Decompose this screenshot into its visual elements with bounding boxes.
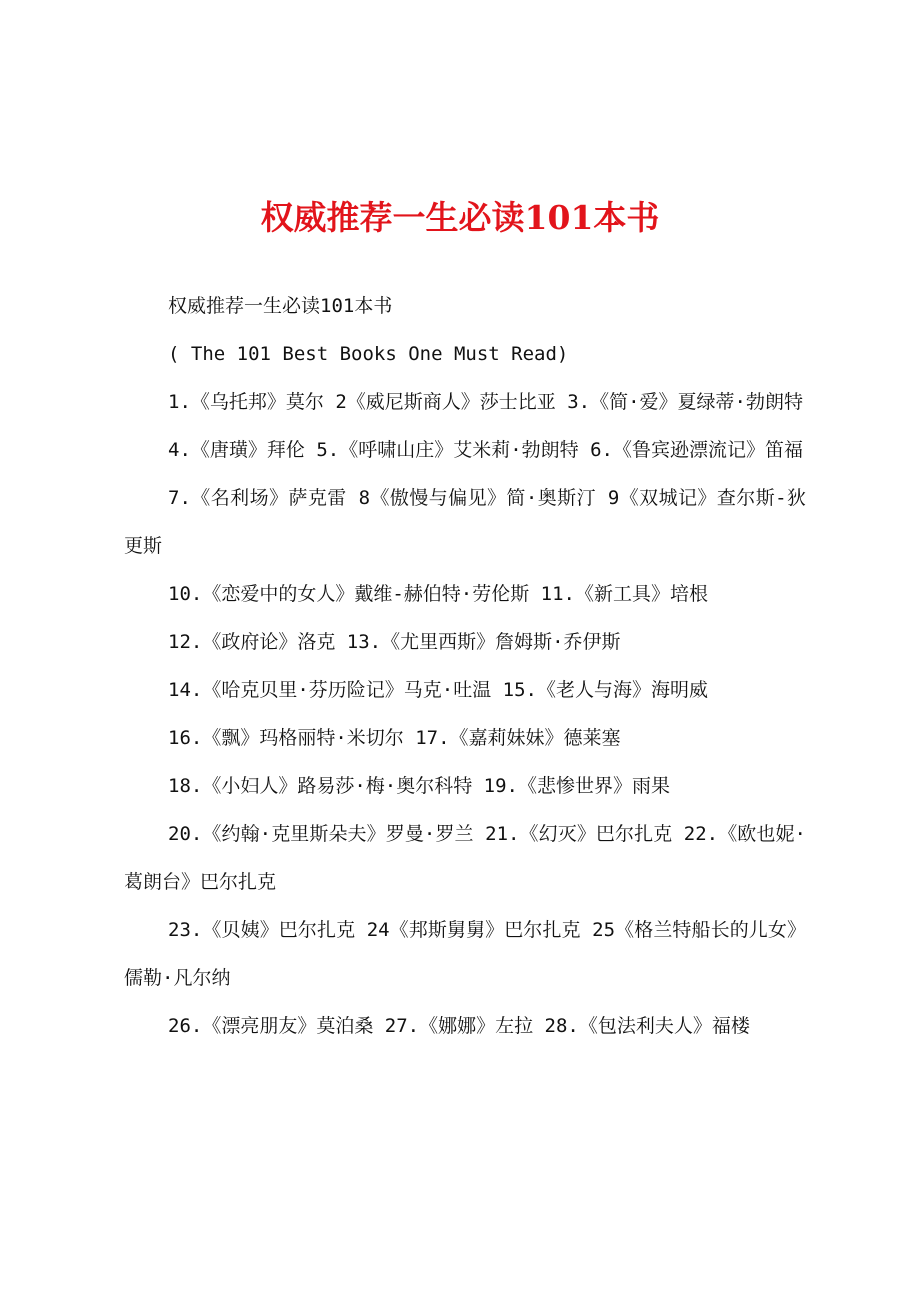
paragraph-book-list: 1.《乌托邦》莫尔 2《威尼斯商人》莎士比亚 3.《简·爱》夏绿蒂·勃朗特 bbox=[168, 391, 803, 413]
paragraph-book-list: 10.《恋爱中的女人》戴维-赫伯特·劳伦斯 11.《新工具》培根 bbox=[168, 583, 708, 605]
paragraph-book-list: 7.《名利场》萨克雷 8《傲慢与偏见》简·奥斯汀 9《双城记》查尔斯-狄更斯 bbox=[124, 487, 806, 557]
paragraph-book-list: 18.《小妇人》路易莎·梅·奥尔科特 19.《悲惨世界》雨果 bbox=[168, 775, 670, 797]
paragraph-book-list: 20.《约翰·克里斯朵夫》罗曼·罗兰 21.《幻灭》巴尔扎克 22.《欧也妮·葛朗台》巴尔扎克 bbox=[124, 823, 806, 893]
paragraph-heading: 权威推荐一生必读101本书 bbox=[168, 295, 393, 317]
document-body bbox=[124, 282, 806, 1050]
paragraph-book-list: 14.《哈克贝里·芬历险记》马克·吐温 15.《老人与海》海明威 bbox=[168, 679, 708, 701]
document-title: 权威推荐一生必读101本书 bbox=[260, 198, 660, 237]
paragraph-book-list: 26.《漂亮朋友》莫泊桑 27.《娜娜》左拉 28.《包法利夫人》福楼 bbox=[168, 1015, 750, 1037]
paragraph-english-title: ( The 101 Best Books One Must Read) bbox=[168, 343, 569, 365]
paragraph-book-list: 12.《政府论》洛克 13.《尤里西斯》詹姆斯·乔伊斯 bbox=[168, 631, 621, 653]
paragraph-book-list: 23.《贝姨》巴尔扎克 24《邦斯舅舅》巴尔扎克 25《格兰特船长的儿女》儒勒·凡尔纳 bbox=[124, 919, 806, 989]
paragraph-book-list: 4.《唐璜》拜伦 5.《呼啸山庄》艾米莉·勃朗特 6.《鲁宾逊漂流记》笛福 bbox=[168, 439, 803, 461]
paragraph-book-list: 16.《飘》玛格丽特·米切尔 17.《嘉莉妹妹》德莱塞 bbox=[168, 727, 621, 749]
